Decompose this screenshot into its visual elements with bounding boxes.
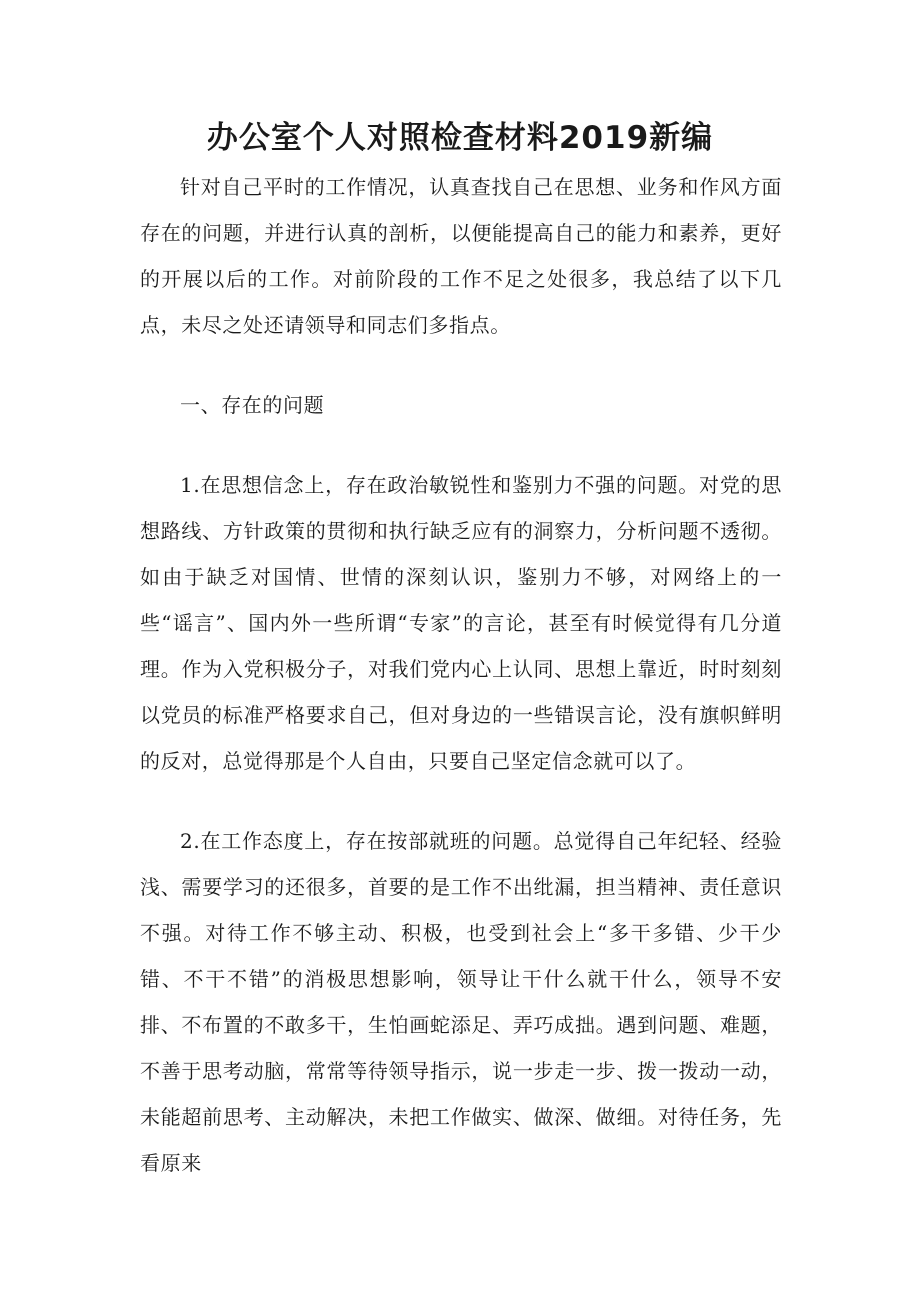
intro-paragraph: 针对自己平时的工作情况，认真查找自己在思想、业务和作风方面存在的问题，并进行认真的剖析，以便能提高自己的能力和素养，更好的开展以后的工作。对前阶段的工作不足之处很多，我总结了以下几点，未尽之处还请领导和同志们多指点。 (140, 175, 782, 337)
issue-paragraph-2: 2.在工作态度上，存在按部就班的问题。总觉得自己年纪轻、经验浅、需要学习的还很多，首要的是工作不出纰漏，担当精神、责任意识不强。对待工作不够主动、积极，也受到社会上“多干多错、少干少错、不干不错”的消极思想影响，领导让干什么就干什么，领导不安排、不布置的不敢多干，生怕画蛇添足、弄巧成拙。遇到问题、难题，不善于思考动脑，常常等待领导指示，说一步走一步、拨一拨动一动，未能超前思考、主动解决，未把工作做实、做深、做细。对待任务，先看原来 (140, 829, 782, 1175)
document-body (140, 164, 782, 1186)
section-heading: 一、存在的问题 (180, 393, 325, 417)
paragraph-spacer (140, 784, 782, 818)
paragraph-spacer (140, 428, 782, 462)
paragraph-spacer (140, 348, 782, 382)
document-title: 办公室个人对照检查材料2019新编 (206, 120, 714, 156)
issue-paragraph-1: 1.在思想信念上，存在政治敏锐性和鉴别力不强的问题。对党的思想路线、方针政策的贯彻和执行缺乏应有的洞察力，分析问题不透彻。如由于缺乏对国情、世情的深刻认识，鉴别力不够，对网络上的一些“谣言”、国内外一些所谓“专家”的言论，甚至有时候觉得有几分道理。作为入党积极分子，对我们党内心上认同、思想上靠近，时时刻刻以党员的标准严格要求自己，但对身边的一些错误言论，没有旗帜鲜明的反对，总觉得那是个人自由，只要自己坚定信念就可以了。 (140, 473, 782, 773)
